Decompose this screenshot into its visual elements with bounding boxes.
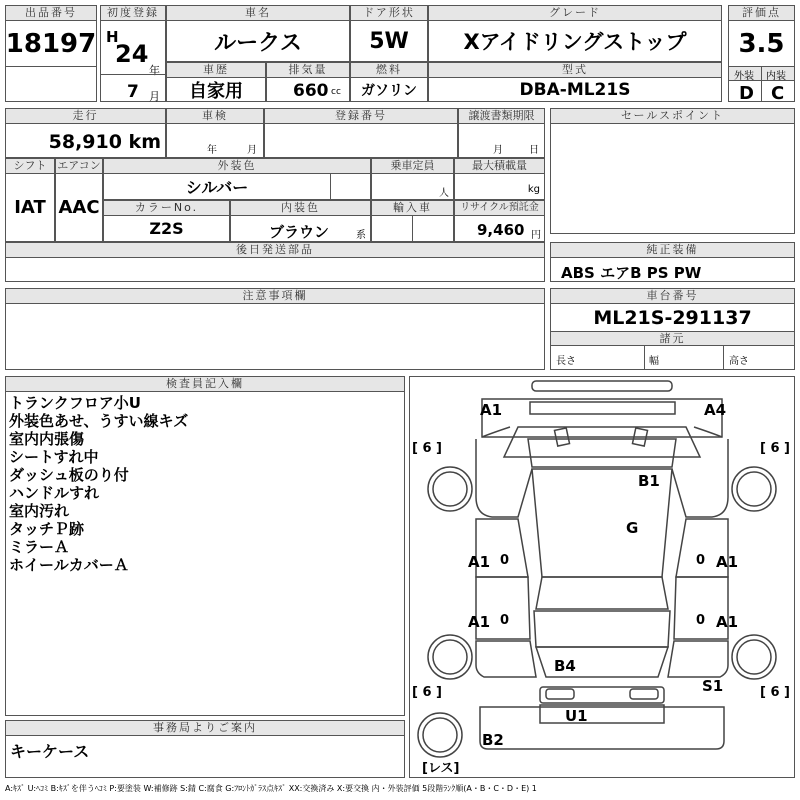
office-box (5, 720, 405, 778)
note-item: 外装色あせ、うすい線キズ (9, 412, 189, 430)
model-code: DBA-ML21S (519, 79, 631, 100)
interior-color: ブラウン (269, 223, 330, 241)
damage-B2: B2 (482, 731, 504, 749)
intcolor-unit: 系 (356, 230, 366, 241)
lot-box (5, 5, 97, 102)
sales-label: セールスポイント (551, 109, 794, 124)
model-label: 型式 (429, 63, 721, 78)
cc-unit: cc (331, 87, 341, 97)
recycle-unit: 円 (531, 230, 541, 241)
shift-label: シフト (6, 159, 54, 174)
car-diagram-drawing (410, 377, 794, 777)
car-name-box (166, 5, 350, 62)
capacity-label: 乗車定員 (372, 159, 453, 174)
grade: Xアイドリングストップ (463, 30, 687, 54)
capacity-unit: 人 (439, 188, 449, 199)
note-item: 室内内張傷 (9, 430, 85, 448)
fuel-label: 燃料 (351, 63, 427, 78)
equipment-box (550, 242, 795, 282)
capacity-box (371, 158, 454, 200)
import-box (371, 200, 454, 242)
deadline-label: 譲渡書類期限 (459, 109, 544, 124)
damage-A4-front-right: A4 (704, 401, 727, 419)
office-label: 事務局よりご案内 (6, 721, 404, 736)
note-item: 室内汚れ (9, 502, 70, 520)
history: 自家用 (189, 80, 243, 102)
inspector-box (5, 376, 405, 716)
door-box (350, 5, 428, 62)
color-number: Z2S (149, 219, 184, 238)
score-box (728, 5, 795, 102)
damage-A1-front-left: A1 (480, 401, 503, 419)
reg-month-unit: 月 (149, 90, 160, 103)
ac: AAC (58, 197, 100, 218)
load-label: 最大積載量 (455, 159, 544, 174)
lot-number: 18197 (5, 28, 97, 59)
load-unit: kg (527, 184, 540, 195)
cc-box (266, 62, 350, 102)
note-item: ハンドルすれ (9, 484, 100, 502)
shift-box (5, 158, 55, 242)
fuel-box (350, 62, 428, 102)
marker-zero: 0 (696, 553, 706, 568)
color-label: 外装色 (104, 159, 370, 174)
damage-U1: U1 (565, 707, 588, 725)
load-box (454, 158, 545, 200)
registration-box (100, 5, 166, 102)
marker-zero: 0 (696, 613, 706, 628)
spec-label: 諸元 (551, 331, 794, 346)
dl-day-unit: 日 (529, 145, 539, 156)
equip-label: 純正装備 (551, 243, 794, 258)
inspector-notes (9, 394, 188, 574)
note-item: タッチＰ跡 (9, 520, 85, 538)
int-label: 内装 (766, 71, 786, 82)
lot-label: 出品番号 (6, 6, 96, 21)
inspector-label: 検査員記入欄 (6, 377, 404, 392)
ext-grade: D (739, 83, 754, 104)
tire-front-right: [ 6 ] (760, 441, 790, 456)
int-grade: C (771, 83, 785, 104)
intcolor-label: 内装色 (231, 201, 370, 216)
damage-S1: S1 (702, 677, 724, 695)
damage-A1-mid-left: A1 (468, 553, 491, 571)
history-label: 車歴 (167, 63, 265, 78)
damage-A1-lower-right: A1 (716, 613, 739, 631)
legend: A:ｷｽﾞ U:ﾍｺﾐ B:ｷｽﾞを伴うﾍｺﾐ P:要塗装 W:補修跡 S:錆 C:腐食 G:ﾌﾛﾝﾄｶﾞﾗｽ点ｷｽﾞ XX:交換済み X:要交換 内・外装評価 5段階ﾗﾝｸ順(A・B・C・D・E) 1 (5, 784, 537, 793)
reg-month: 7 (127, 82, 139, 102)
damage-B4: B4 (554, 657, 576, 675)
car-name: ルークス (214, 30, 302, 56)
door-type: 5W (369, 28, 409, 54)
chassis-label: 車台番号 (551, 289, 794, 304)
marker-zero: 0 (500, 613, 510, 628)
tire-rear-right: [ 6 ] (760, 685, 790, 700)
cc-label: 排気量 (267, 63, 349, 78)
insp-year-unit: 年 (207, 145, 217, 156)
recycle-label: リサイクル預託金 (455, 201, 544, 216)
notice-label: 注意事項欄 (6, 289, 544, 304)
reg-era: H (106, 28, 119, 46)
chassis-box (550, 288, 795, 370)
note-item: ミラーＡ (9, 538, 70, 556)
spec-height: 高さ (729, 356, 749, 367)
spec-width: 幅 (649, 356, 659, 367)
reg-year: 24 (115, 40, 149, 68)
car-diagram (409, 376, 795, 778)
recycle-box (454, 200, 545, 242)
tire-rear-left: [ 6 ] (412, 685, 442, 700)
spec-length: 長さ (556, 356, 576, 367)
name-label: 車名 (167, 6, 349, 21)
shift: IAT (14, 197, 46, 218)
intcolor-box (230, 200, 371, 242)
fuel: ガソリン (361, 82, 417, 99)
history-box (166, 62, 266, 102)
equipment: ABS エアB PS PW (561, 264, 702, 282)
insp-month-unit: 月 (247, 145, 257, 156)
notice-box (5, 288, 545, 370)
damage-B1: B1 (638, 472, 660, 490)
color-box (103, 158, 371, 200)
mileage-box (5, 108, 166, 158)
score: 3.5 (738, 29, 785, 59)
inspection-box (166, 108, 264, 158)
displacement: 660 (293, 81, 329, 101)
import-label: 輸入車 (372, 201, 453, 216)
score-label: 評価点 (729, 6, 794, 21)
mileage-label: 走行 (6, 109, 165, 124)
reg-label: 初度登録 (101, 6, 165, 21)
dl-month-unit: 月 (493, 145, 503, 156)
office-text: キーケース (10, 742, 90, 761)
regno-box (264, 108, 458, 158)
ac-label: エアコン (57, 159, 101, 172)
regno-label: 登録番号 (265, 109, 457, 124)
inspection-label: 車検 (167, 109, 263, 124)
note-item: トランクフロア小U (9, 394, 141, 412)
chassis-number: ML21S-291137 (593, 306, 752, 329)
ext-label: 外装 (734, 71, 754, 82)
spare-tire-status: [レス] (422, 761, 460, 776)
model-box (428, 62, 722, 102)
deadline-box (458, 108, 545, 158)
damage-G: G (626, 519, 639, 537)
sales-point-box (550, 108, 795, 234)
tire-front-left: [ 6 ] (412, 441, 442, 456)
ac-box (55, 158, 103, 242)
marker-zero: 0 (500, 553, 510, 568)
colorno-box (103, 200, 230, 242)
damage-A1-lower-left: A1 (468, 613, 491, 631)
grade-label: グレード (429, 6, 721, 21)
colorno-label: カラーNo. (104, 201, 229, 216)
note-item: ダッシュ板のり付 (9, 466, 129, 484)
later-label: 後日発送部品 (6, 243, 544, 258)
later-parts-box (5, 242, 545, 282)
recycle-fee: 9,460 (477, 221, 525, 239)
color: シルバー (185, 178, 249, 197)
damage-A1-mid-right: A1 (716, 553, 739, 571)
door-label: ドア形状 (351, 6, 427, 21)
note-item: シートすれ中 (9, 448, 99, 466)
note-item: ホイールカバーＡ (9, 556, 129, 574)
reg-year-unit: 年 (149, 64, 160, 77)
grade-box (428, 5, 722, 62)
mileage: 58,910 km (48, 131, 161, 153)
